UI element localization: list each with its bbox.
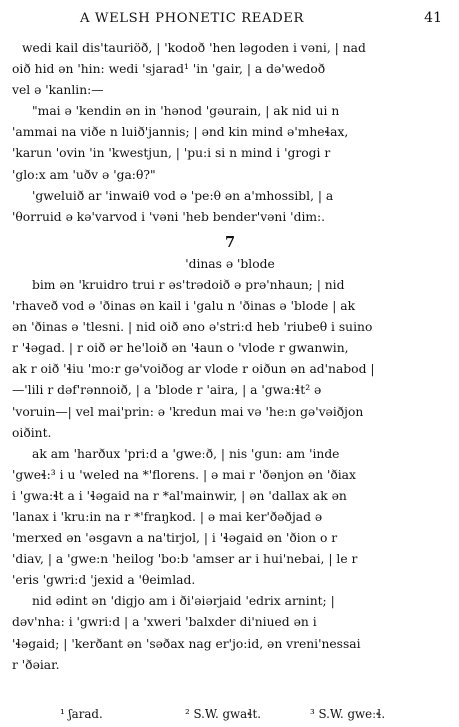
footnote: ¹ ʃarad.	[60, 707, 103, 721]
text-line: oiðint.	[12, 425, 52, 440]
text-line: wedi kail dis'tauriöð, | 'kodoð 'hen ləgoden i vəni, | nad	[22, 41, 366, 55]
footnote: ³ S.W. gweːɬ.	[310, 707, 386, 721]
text-line: 'diav, | a 'gwe:n 'heilog 'bo:b 'amser ar i hui'nebai, | le r	[12, 552, 358, 567]
text-line: ən 'ðinas ə 'tlesni. | nid oið əno ə'stri:d heb 'riubeθ i suino	[12, 320, 373, 335]
body-text	[12, 38, 448, 676]
text-line: 'gweɬ:³ i u 'weled na *'florens. | ə mai r 'ðənjon ən 'ðiax	[12, 467, 356, 482]
section-title: 'dinas ə 'blode	[185, 256, 275, 271]
footnotes	[60, 705, 450, 723]
text-line: 'eris 'gwri:d 'jexid a 'θeimlad.	[12, 573, 196, 588]
text-line: vel ə 'kanlin:—	[12, 83, 104, 98]
text-line: 'rhaveð vod ə 'ðinas ən kail i 'galu n 'ðinas ə 'blode | ak	[12, 299, 356, 314]
text-line: 'merxed ən 'əsgavn a na'tirjol, | i 'ɬəgaid ən 'ðion o r	[12, 531, 338, 546]
text-line: 'karun 'ovin 'in 'kwestjun, | 'pu:i si n mind i 'grogi r	[12, 146, 331, 161]
text-line: 'lanax i 'kru:in na r *'fraŋkod. | ə mai ker'ðəðjad ə	[12, 509, 323, 524]
section-number: 7	[224, 233, 236, 251]
text-line: 'θorruid ə kə'varvod i 'vəni 'heb bender'vəni 'dim:.	[12, 209, 326, 224]
text-line: r 'ɬəgad. | r oið ər he'loið ən 'ɬaun o 'vlode r gwanwin,	[12, 341, 349, 356]
footnote: ² S.W. gwaɬt.	[185, 707, 261, 721]
text-line: 'ɬəgaid; | 'kerðant ən 'səðax nag er'jo:id, ən vreni'nessai	[12, 636, 361, 651]
text-line: r 'ðəiar.	[12, 657, 60, 672]
text-line: i 'gwa:ɬt a i 'ɬəgaid na r *al'mainwir, | ən 'dallax ak ən	[12, 488, 347, 503]
text-line: 'glo:x am 'uðv ə 'ga:θ?"	[12, 167, 156, 182]
running-title: A WELSH PHONETIC READER	[80, 11, 305, 26]
text-line: "mai ə 'kendin ən in 'hənod 'gəurain, | ak nid ui n	[32, 104, 340, 119]
text-line: ak am 'harðux 'pri:d a 'gweːð, | nis 'gun: am 'inde	[32, 446, 340, 461]
text-line: nid ədint ən 'digjo am i ði'əiərjaid 'edrix arnint; |	[32, 594, 335, 609]
text-line: 'ammai na viðe n luið'jannis; | ənd kin mind ə'mheɬax,	[12, 125, 349, 140]
text-line: bim ən 'kruidro trui r əs'trədoið ə prə'nhaun; | nid	[32, 277, 345, 292]
text-line: 'voruin—| vel mai'prin: ə 'kredun mai və 'he:n gə'vəiðjon	[12, 404, 364, 419]
page-header	[0, 10, 459, 34]
text-line: 'gweluið ar 'inwaiθ vod ə 'pe:θ ən a'mhossibl, | a	[32, 188, 334, 203]
text-line: dəv'nha: i 'gwri:d | a 'xweri 'balxder di'niued ən i	[12, 615, 317, 630]
text-line: ak r oið 'ɬiu 'mo:r gə'voiðog ar vlode r oiðun ən ad'nabod |	[12, 362, 375, 377]
text-line: —'lili r dəf'rənnoið, | a 'blode r 'aira, | a 'gwa:ɬt² ə	[12, 383, 322, 398]
text-line: oið hid ən 'hin: wedi 'sjarad¹ 'in 'gair, | a də'wedoð	[12, 62, 326, 77]
page-number: 41	[424, 10, 442, 26]
